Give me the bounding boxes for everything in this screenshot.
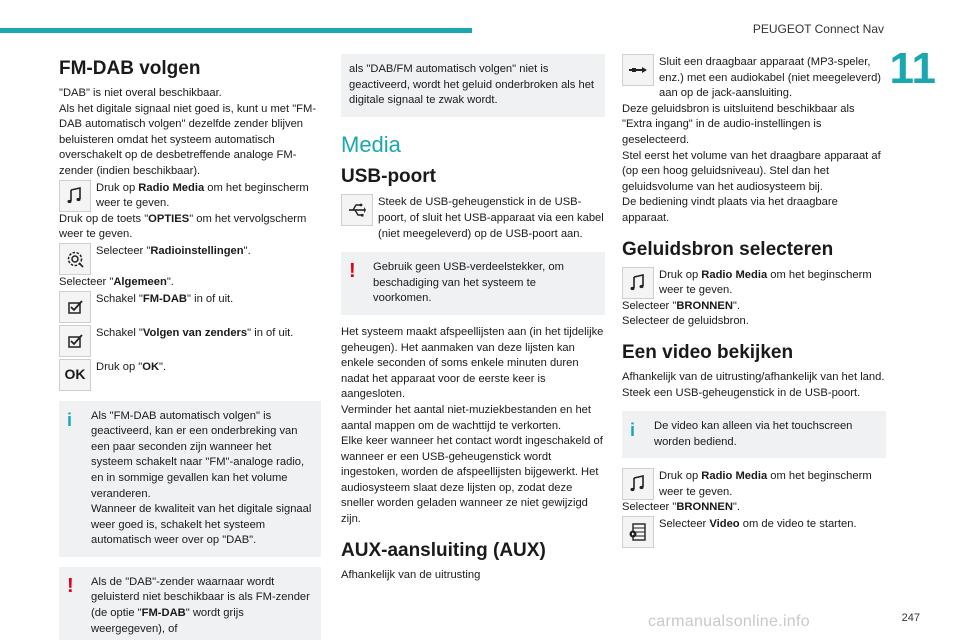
step-usb: Steek de USB-geheugenstick in de USB-poort, of sluit het USB-apparaat via een kabel (niet meegeleverd) op de USB-poort aan.: [341, 194, 605, 242]
music-note-icon: [622, 468, 654, 500]
step-volgen-toggle: Schakel "Volgen van zenders" in of uit.: [59, 325, 321, 357]
music-note-icon: [622, 267, 654, 299]
heading-source: Geluidsbron selecteren: [622, 238, 834, 260]
info-box-video: i De video kan alleen via het touchscreen worden bediend.: [622, 411, 886, 458]
column-1: [59, 54, 321, 640]
radio-settings-icon: [59, 243, 91, 275]
step-text: Druk op Radio Media om het beginscherm weer te geven.: [96, 181, 309, 210]
chapter-number: 11: [889, 44, 936, 93]
section-media: Media: [341, 131, 401, 157]
warning-icon: !: [67, 574, 74, 597]
column-3: [622, 54, 886, 548]
watermark: carmanualsonline.info: [648, 613, 810, 630]
warning-box-continued: als "DAB/FM automatisch volgen" niet is geactiveerd, wordt het geluid onderbroken als het digitale signaal te zwak wordt.: [341, 54, 605, 117]
step-radio-settings: Selecteer "Radioinstellingen".: [59, 243, 321, 275]
step-aux: Sluit een draagbaar apparaat (MP3-speler, enz.) met een audiokabel (niet meegeleverd) aan op de jack-aansluiting.: [622, 54, 886, 102]
step-source: Druk op Radio Media om het beginscherm weer te geven.: [622, 267, 886, 299]
column-2: [341, 54, 605, 583]
page-number: 247: [901, 612, 920, 624]
heading-usb: USB-poort: [341, 166, 436, 188]
heading-video: Een video bekijken: [622, 341, 794, 363]
info-icon: i: [67, 409, 73, 430]
step-fm-dab-toggle: Schakel "FM-DAB" in of uit.: [59, 291, 321, 323]
warning-box-usb: ! Gebruik geen USB-verdeelstekker, om beschadiging van het systeem te voorkomen.: [341, 252, 605, 315]
video-line: Selecteer "BRONNEN".: [622, 501, 740, 514]
step-radio-media: [59, 180, 321, 212]
aux-jack-icon: [622, 54, 654, 86]
info-icon: i: [630, 420, 636, 441]
ok-icon: OK: [59, 359, 91, 391]
step-video-select: Selecteer Video om de video te starten.: [622, 516, 886, 548]
usb-icon: [341, 194, 373, 226]
usb-paragraph: Het systeem maakt afspeellijsten aan (in het tijdelijke geheugen). Het aanmaken van deze lijsten kan enkele seconden of soms enkele minuten duren nadat het apparaat voor de eerste keer is aangesloten. Verminder het aantal niet-muziekbestanden en het aantal mappen om de wachttijd te verkorten. Elke keer wanneer het contact wordt ingeschakeld of wanneer er een USB-geheugenstick wordt ingestoken, worden de afspeellijsten bijgewerkt. Het audiosysteem slaat deze lijsten op, zodat deze sneller worden geladen wanneer ze niet gewijzigd zijn.: [341, 325, 604, 526]
checkbox-icon: [59, 291, 91, 323]
page-header-title: PEUGEOT Connect Nav: [752, 22, 884, 36]
source-line-2: Selecteer de geluidsbron.: [622, 315, 749, 328]
header-accent-bar: [0, 28, 472, 33]
heading-fm-dab: FM-DAB volgen: [59, 58, 201, 79]
line-algemeen: Selecteer "Algemeen".: [59, 275, 174, 288]
aux-paragraph: Deze geluidsbron is uitsluitend beschikbaar als "Extra ingang" in de audio-instellingen is geselecteerd. Stel eerst het volume van het draagbare apparaat af (op een hoog geluidsniveau). Stel dan het geluidsvolume van het audiosysteem bij. De bediening vindt plaats via het draagbare apparaat.: [622, 102, 881, 224]
heading-aux: AUX-aansluiting (AUX): [341, 539, 546, 561]
aux-intro: Afhankelijk van de uitrusting: [341, 568, 481, 581]
line-opties: Druk op de toets "OPTIES" om het vervolgscherm weer te geven.: [59, 212, 307, 241]
step-video-radio: Druk op Radio Media om het beginscherm weer te geven.: [622, 468, 886, 500]
checkbox-icon: [59, 325, 91, 357]
warning-icon: !: [349, 260, 356, 283]
source-line-1: Selecteer "BRONNEN".: [622, 299, 740, 312]
music-note-icon: [59, 180, 91, 212]
info-box-fm-dab: i Als "FM-DAB automatisch volgen" is geactiveerd, kan er een onderbreking van een paar seconden zijn wanneer het systeem schakelt naar "FM"-analoge radio, en in sommige gevallen kan het volume veranderen. Wanneer de kwaliteit van het digitale signaal weer goed is, schakelt het systeem automatisch weer over op "DAB".: [59, 401, 321, 557]
warning-box-dab: ! Als de "DAB"-zender waarnaar wordt geluisterd niet beschikbaar is als FM-zender (de optie "FM-DAB" wordt grijs weergegeven), of: [59, 567, 321, 640]
video-film-icon: [622, 516, 654, 548]
step-ok: OK Druk op "OK".: [59, 359, 321, 391]
video-intro: Afhankelijk van de uitrusting/afhankelijk van het land. Steek een USB-geheugenstick in de USB-poort.: [622, 370, 885, 399]
fm-dab-intro: "DAB" is niet overal beschikbaar. Als het digitale signaal niet goed is, kunt u met "FM-DAB automatisch volgen" dezelfde zender blijven beluisteren omdat het systeem automatisch overschakelt op de desbetreffende analoge FM-zender (indien beschikbaar).: [59, 87, 317, 177]
